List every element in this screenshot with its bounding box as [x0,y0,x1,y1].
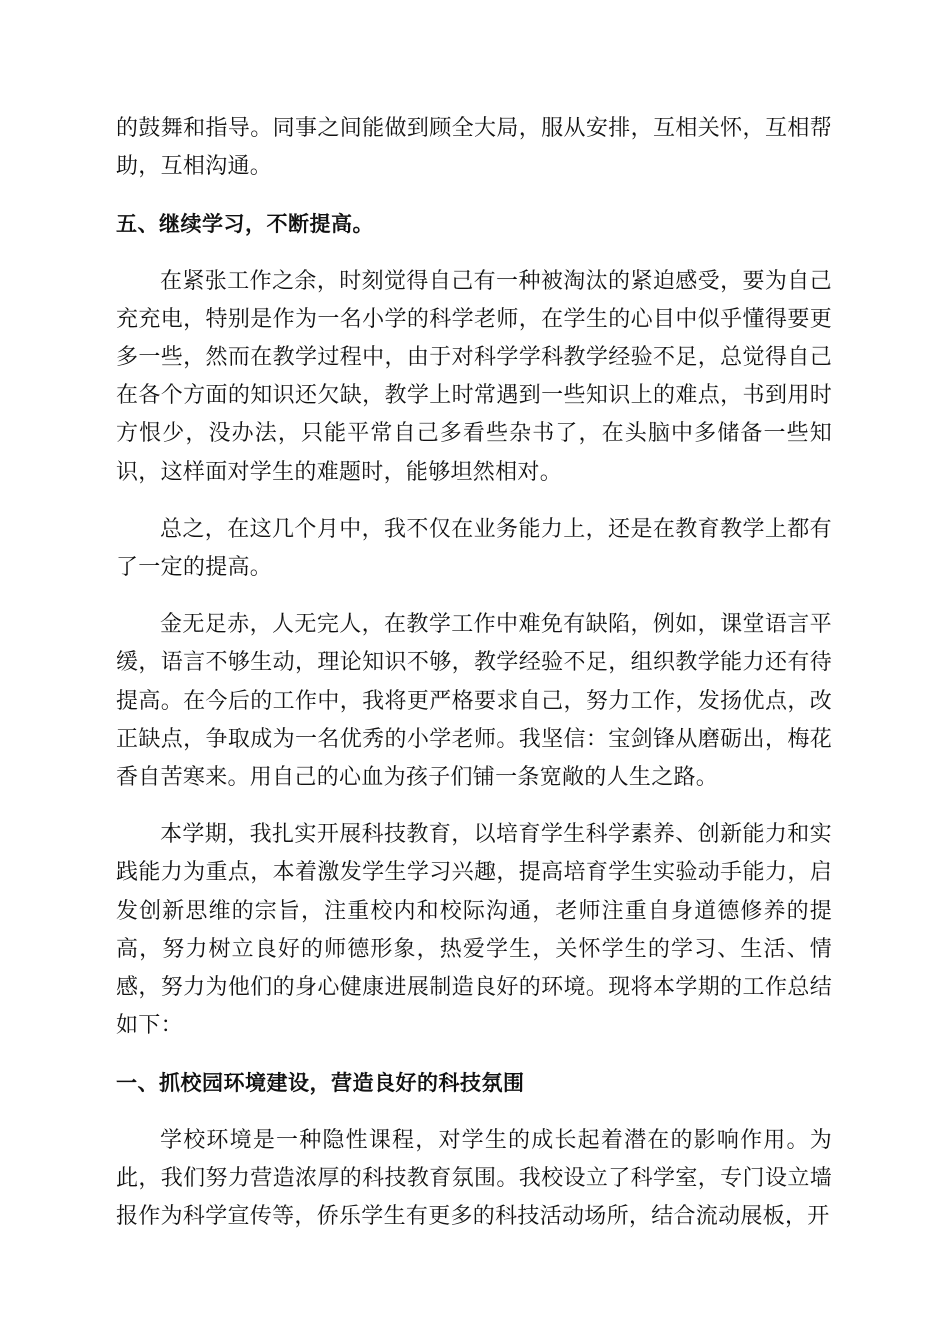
paragraph-campus-environment: 学校环境是一种隐性课程，对学生的成长起着潜在的影响作用。为此，我们努力营造浓厚的科技教育氛围。我校设立了科学室，专门设立墙报作为科学宣传等，侨乐学生有更多的科技活动场所，结合流动展板，开 [116,1127,832,1230]
paragraph-summary: 总之，在这几个月中，我不仅在业务能力上，还是在教育教学上都有了一定的提高。 [116,516,832,581]
section-heading-5: 五、继续学习，不断提高。 [116,212,374,237]
paragraph-learning: 在紧张工作之余，时刻觉得自己有一种被淘汰的紧迫感受，要为自己充充电，特别是作为一名小学的科学老师，在学生的心目中似乎懂得要更多一些，然而在教学过程中，由于对科学学科教学经验不足，总觉得自己在各个方面的知识还欠缺，教学上时常遇到一些知识上的难点，书到用时方恨少，没办法，只能平常自己多看些杂书了，在头脑中多储备一些知识，这样面对学生的难题时，能够坦然相对。 [116,268,832,485]
section-heading-1: 一、抓校园环境建设，营造良好的科技氛围 [116,1071,525,1096]
document-body [116,110,832,1255]
paragraph-continuation: 的鼓舞和指导。同事之间能做到顾全大局，服从安排，互相关怀，互相帮助，互相沟通。 [116,116,832,180]
paragraph-shortcomings: 金无足赤，人无完人，在教学工作中难免有缺陷，例如，课堂语言平缓，语言不够生动，理论知识不够，教学经验不足，组织教学能力还有待提高。在今后的工作中，我将更严格要求自己，努力工作，发扬优点，改正缺点，争取成为一名优秀的小学老师。我坚信：宝剑锋从磨砺出，梅花香自苦寒来。用自己的心血为孩子们铺一条宽敞的人生之路。 [116,612,832,791]
paragraph-semester-intro: 本学期，我扎实开展科技教育，以培育学生科学素养、创新能力和实践能力为重点，本着激发学生学习兴趣，提高培育学生实验动手能力，启发创新思维的宗旨，注重校内和校际沟通，老师注重自身道德修养的提高，努力树立良好的师德形象，热爱学生，关怀学生的学习、生活、情感，努力为他们的身心健康进展制造良好的环境。现将本学期的工作总结如下： [116,822,832,1039]
